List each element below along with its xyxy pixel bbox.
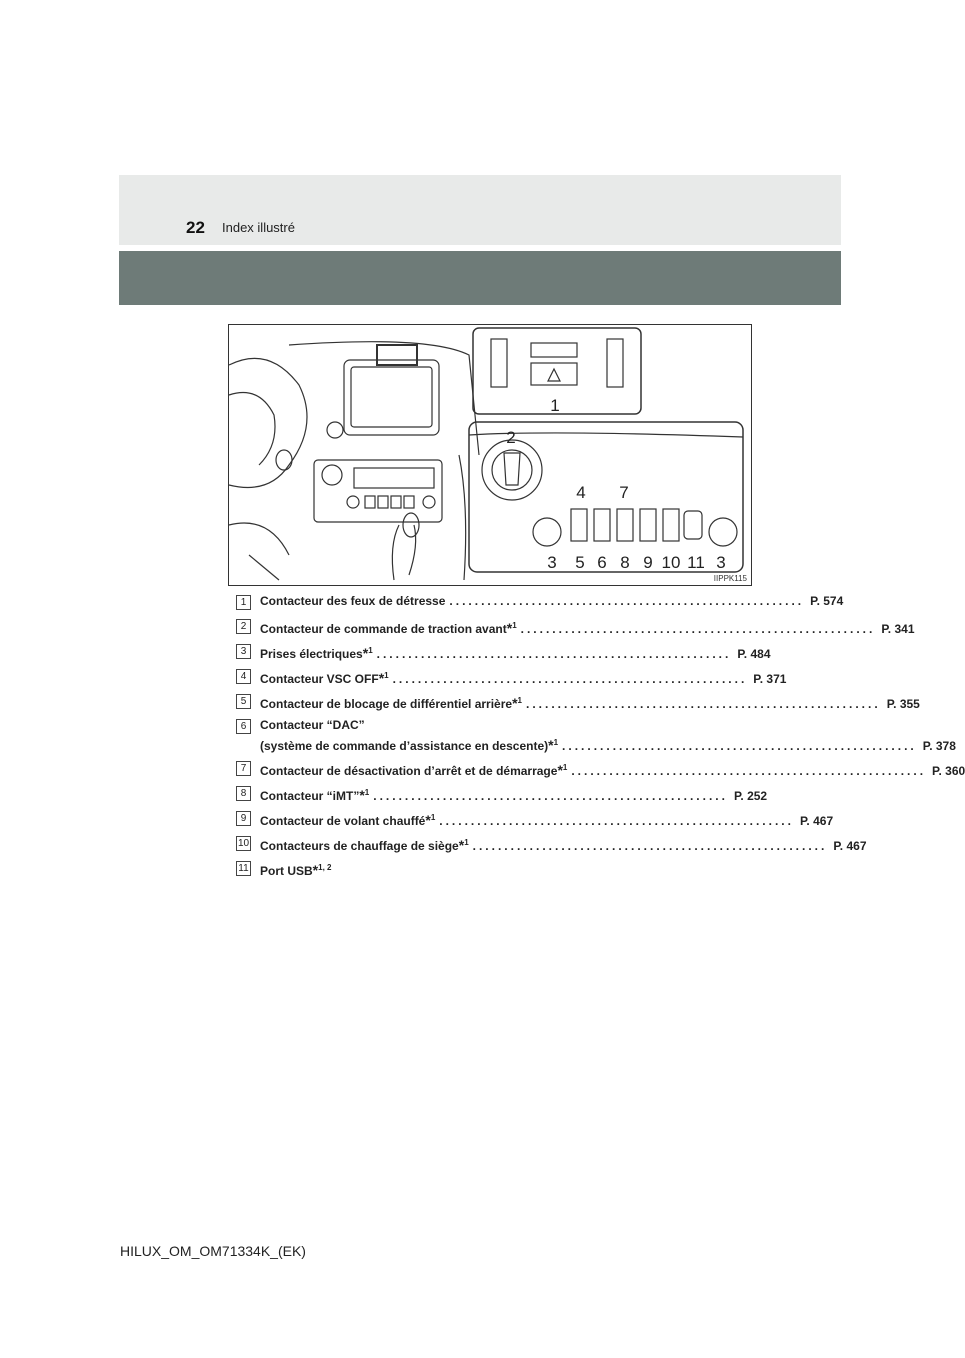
callout-8: 8 xyxy=(620,553,630,572)
footnote-star: * xyxy=(312,862,319,878)
section-band xyxy=(119,251,841,305)
item-number: 11 xyxy=(236,861,251,876)
item-label: Contacteur de volant chauffé xyxy=(260,814,426,828)
list-item xyxy=(236,860,726,879)
item-label: Contacteur VSC OFF xyxy=(260,672,379,686)
callout-11: 11 xyxy=(687,553,705,572)
footnote-star: * xyxy=(425,812,431,828)
item-number: 9 xyxy=(236,811,251,826)
callout-6: 6 xyxy=(597,553,607,572)
footnote-star: * xyxy=(458,837,465,853)
page-ref-link[interactable]: P. 467 xyxy=(799,814,834,828)
footnote-ref: 1 xyxy=(364,788,370,797)
list-item: 9 Contacteur de volant chauffé*$^1$ ........................................................ P. 467 xyxy=(236,810,726,829)
footnote-ref: 1 xyxy=(553,738,559,747)
list-item: 1 Contacteur des feux de détresse ........................................................ P. 574 xyxy=(236,594,726,612)
component-list xyxy=(236,594,965,885)
page-ref-link[interactable]: P. 341 xyxy=(881,622,915,636)
footnote-star: * xyxy=(548,737,554,753)
item-number: 10 xyxy=(237,838,250,849)
page-ref-link[interactable]: P. 371 xyxy=(753,672,787,686)
item-number: 8 xyxy=(236,786,251,801)
item-number: 4 xyxy=(236,669,251,684)
callout-2: 2 xyxy=(506,428,516,447)
footnote-star: * xyxy=(378,670,385,686)
page-ref-link[interactable]: P. 467 xyxy=(833,839,867,853)
footnote-ref: 1 xyxy=(517,696,522,705)
item-label: Port USB xyxy=(260,864,313,878)
callout-4: 4 xyxy=(576,483,586,502)
footnote-ref: 1, 2 xyxy=(318,863,332,872)
callout-3a: 3 xyxy=(547,553,557,572)
item-label: Contacteurs de chauffage de siège xyxy=(260,839,459,853)
callout-10: 10 xyxy=(661,553,681,572)
footnote-ref: 1 xyxy=(430,813,436,822)
item-label: Contacteur de blocage de différentiel arrière xyxy=(260,697,513,711)
item-number: 3 xyxy=(236,644,251,659)
page-ref-link[interactable]: P. 252 xyxy=(733,789,768,803)
footnote-star: * xyxy=(359,787,365,803)
footnote-star: * xyxy=(506,620,513,636)
footnote-star: * xyxy=(512,695,518,711)
dashboard-illustration xyxy=(228,324,752,586)
item-label: Contacteur de désactivation d’arrêt et de démarrage xyxy=(260,764,558,778)
footnote-ref: 1 xyxy=(368,646,373,655)
item-number: 7 xyxy=(236,761,251,776)
footnote-star: * xyxy=(362,645,369,661)
page-ref-link[interactable]: P. 378 xyxy=(922,739,956,753)
footnote-ref: 1 xyxy=(512,621,517,630)
footnote-star: * xyxy=(557,762,563,778)
callout-numbers xyxy=(229,325,751,585)
item-label: Contacteur de commande de traction avant xyxy=(260,622,507,636)
item-label: Contacteur “iMT” xyxy=(260,789,360,803)
footnote-ref: 1 xyxy=(464,838,469,847)
item-number: 2 xyxy=(236,619,251,634)
list-item: 7 Contacteur de désactivation d’arrêt et de démarrage*$^1$ ........................................................ P. 360 xyxy=(236,760,726,779)
item-label: Contacteur des feux de détresse xyxy=(260,594,446,608)
callout-1: 1 xyxy=(550,396,560,415)
list-item: 5 Contacteur de blocage de différentiel arrière*$^1$ ........................................................ P. 355 xyxy=(236,693,726,712)
callout-3b: 3 xyxy=(716,553,726,572)
document-code: HILUX_OM_OM71334K_(EK) xyxy=(120,1243,306,1259)
list-item: 10 Contacteurs de chauffage de siège*$^1$ ........................................................ P. 467 xyxy=(237,837,867,853)
section-title: Index illustré xyxy=(222,220,295,235)
item-label-line1: Contacteur “DAC” xyxy=(260,718,365,732)
page-number: 22 xyxy=(186,218,205,237)
callout-9: 9 xyxy=(643,553,653,572)
list-item: 8 Contacteur “iMT”*$^1$ ........................................................ P. 252 xyxy=(236,785,726,804)
list-item: 4 Contacteur VSC OFF*$^1$ ........................................................ P. 371 xyxy=(236,668,726,687)
page-ref-link[interactable]: P. 574 xyxy=(810,594,844,608)
item-number: 6 xyxy=(236,719,251,734)
item-number: 5 xyxy=(236,694,251,709)
list-item: 3 Prises électriques*$^1$ ........................................................ P. 484 xyxy=(236,643,726,662)
footnote-ref: 1 xyxy=(384,671,389,680)
item-label: (système de commande d’assistance en descente) xyxy=(260,739,549,753)
list-item: 2 Contacteur de commande de traction avant*$^1$ ........................................................ P. 341 xyxy=(236,618,726,637)
item-number: 1 xyxy=(236,595,251,610)
page-ref-link[interactable]: P. 484 xyxy=(737,647,771,661)
item-label: Prises électriques xyxy=(260,647,363,661)
footnote-ref: 1 xyxy=(562,763,568,772)
list-item: 6 Contacteur “DAC” (système de commande d’assistance en descente)*$^1$ ........................................................ P. 378 xyxy=(236,718,726,754)
page-ref-link[interactable]: P. 360 xyxy=(932,764,965,778)
callout-5: 5 xyxy=(575,553,585,572)
page-ref-link[interactable]: P. 355 xyxy=(886,697,920,711)
callout-7: 7 xyxy=(619,483,629,502)
figure-code: IIPPK115 xyxy=(713,574,747,583)
